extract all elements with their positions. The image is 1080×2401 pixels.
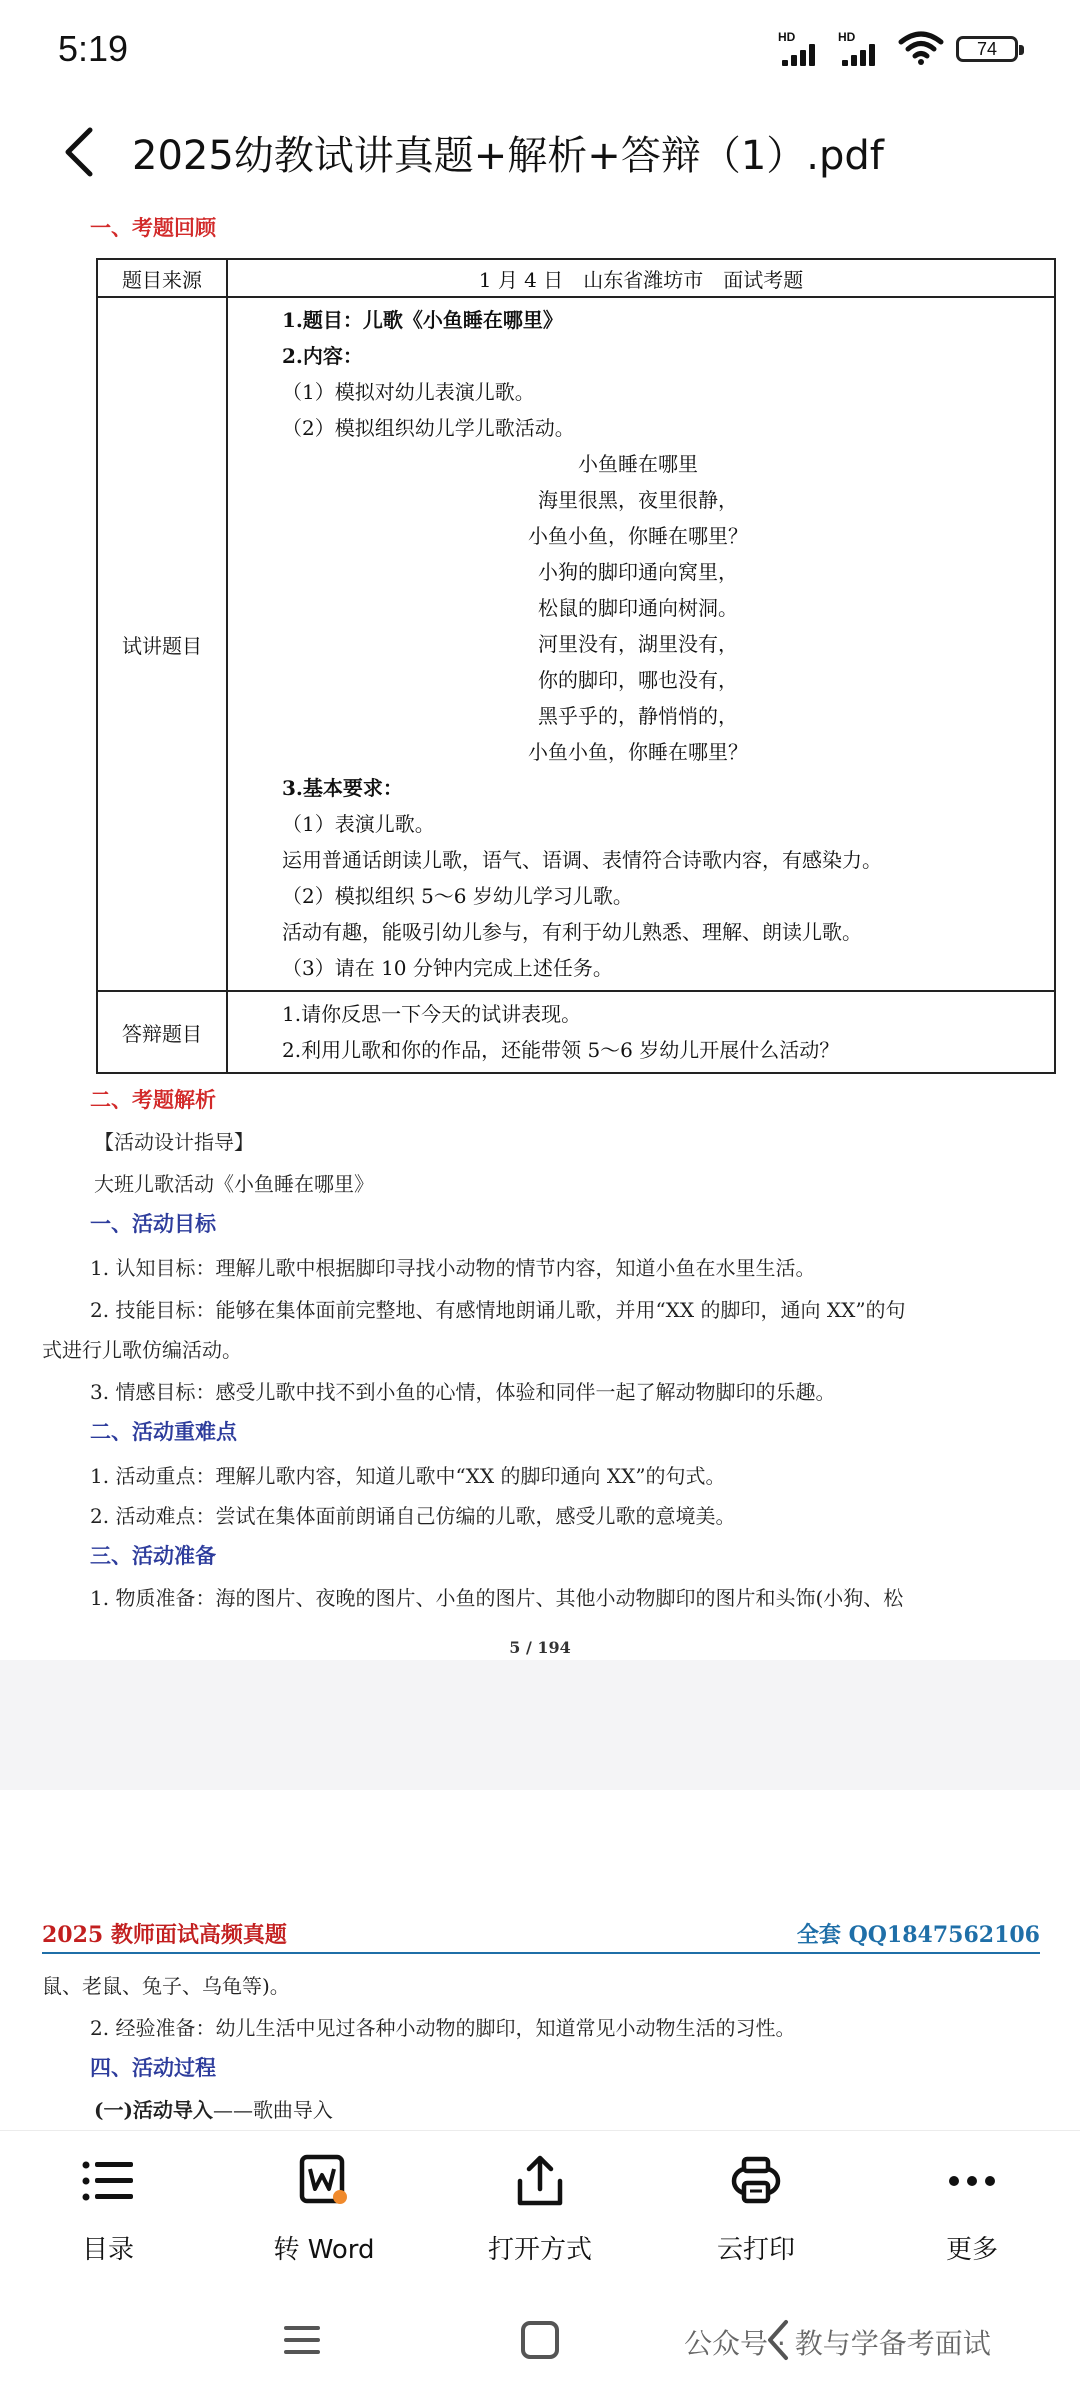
share-icon (510, 2151, 570, 2211)
convert-word-button[interactable] (244, 2151, 404, 2266)
table-cell-content (227, 991, 1055, 1073)
poem-line: 小狗的脚印通向窝里， (538, 560, 738, 584)
convert-word-label: 转 Word (273, 2235, 375, 2265)
poem-line: 小鱼小鱼，你睡在哪里？ (528, 740, 748, 764)
battery-indicator: 74 (956, 36, 1018, 62)
catalog-label: 目录 (81, 2235, 134, 2265)
page-header-title: 2025 教师面试高频真题 (42, 1922, 287, 1948)
recent-apps-icon[interactable] (280, 2320, 324, 2360)
catalog-button[interactable] (28, 2151, 188, 2266)
table-line: 1.请你反思一下今天的试讲表现。 (282, 1002, 582, 1026)
poem-line: 小鱼小鱼，你睡在哪里？ (528, 524, 748, 548)
table-cell: 答辩题目 (97, 991, 227, 1073)
process-heading: 四、活动过程 (90, 2055, 216, 2080)
paragraph-line: 鼠、老鼠、兔子、乌龟等)。 (42, 1974, 290, 1998)
more-dots-icon (942, 2151, 1002, 2211)
open-with-button[interactable] (460, 2151, 620, 2266)
account-watermark: 公众号 · 教与学备考面试 (684, 2327, 991, 2360)
cloud-print-label: 云打印 (716, 2235, 795, 2265)
paragraph-line: 3. 情感目标：感受儿歌中找不到小鱼的心情，体验和同伴一起了解动物脚印的乐趣。 (90, 1380, 836, 1404)
section-heading-review: 一、考题回顾 (90, 215, 216, 240)
hd-badge: HD (778, 30, 796, 44)
page-header-contact: 全套 QQ1847562106 (796, 1922, 1040, 1948)
table-line: （1）模拟对幼儿表演儿歌。 (282, 380, 535, 404)
open-with-label: 打开方式 (487, 2235, 592, 2265)
page-number: 5 / 194 (509, 1638, 571, 1657)
document-title: 2025幼教试讲真题+解析+答辩（1）.pdf (132, 133, 884, 179)
title-bar (0, 100, 1080, 210)
status-bar (0, 0, 1080, 100)
clock: 5:19 (58, 28, 129, 69)
keypoints-heading: 二、活动重难点 (90, 1419, 237, 1444)
home-icon[interactable] (518, 2318, 562, 2362)
step-label: (一)活动导入 (94, 2098, 213, 2122)
pdf-page-5 (0, 208, 1080, 1788)
pdf-page-6 (0, 1790, 1080, 2150)
table-line: 活动有趣，能吸引幼儿参与，有利于幼儿熟悉、理解、朗读儿歌。 (282, 920, 862, 944)
activity-title: 大班儿歌活动《小鱼睡在哪里》 (94, 1172, 374, 1196)
more-button[interactable] (892, 2151, 1052, 2266)
paragraph-line: 式进行儿歌仿编活动。 (42, 1338, 242, 1362)
table-line: 2.利用儿歌和你的作品，还能带领 5～6 岁幼儿开展什么活动？ (282, 1038, 840, 1062)
table-cell: 试讲题目 (97, 297, 227, 991)
step-text: ——歌曲导入 (212, 2098, 333, 2122)
table-line: （2）模拟组织幼儿学儿歌活动。 (282, 416, 575, 440)
table-line: 运用普通话朗读儿歌，语气、语调、表情符合诗歌内容，有感染力。 (282, 848, 882, 872)
poem-line: 海里很黑，夜里很静， (538, 488, 738, 512)
exam-table (96, 258, 1056, 1074)
wifi-icon (898, 30, 944, 66)
poem-line: 小鱼睡在哪里 (578, 452, 698, 476)
step-line (94, 2094, 333, 2123)
hd-badge: HD (838, 30, 856, 44)
table-line: （1）表演儿歌。 (282, 812, 435, 836)
word-convert-icon (294, 2151, 354, 2211)
paragraph-line: 2. 技能目标：能够在集体面前完整地、有感情地朗诵儿歌，并用“XX 的脚印，通向 XX”的句 (90, 1298, 906, 1322)
printer-icon (726, 2151, 786, 2211)
poem-line: 黑乎乎的，静悄悄的， (538, 704, 738, 728)
bottom-toolbar (0, 2130, 1080, 2291)
list-icon (78, 2151, 138, 2211)
table-cell: 1 月 4 日 山东省潍坊市 面试考题 (227, 259, 1055, 297)
table-line: 1.题目：儿歌《小鱼睡在哪里》 (282, 308, 563, 332)
table-line: （2）模拟组织 5～6 岁幼儿学习儿歌。 (282, 884, 633, 908)
guide-label: 【活动设计指导】 (94, 1130, 254, 1154)
paragraph-line: 1. 物质准备：海的图片、夜晚的图片、小鱼的图片、其他小动物脚印的图片和头饰(小狗、松 (90, 1586, 904, 1610)
table-cell: 题目来源 (97, 259, 227, 297)
paragraph-line: 1. 认知目标：理解儿歌中根据脚印寻找小动物的情节内容，知道小鱼在水里生活。 (90, 1256, 816, 1280)
cloud-print-button[interactable] (676, 2151, 836, 2266)
poem-line: 松鼠的脚印通向树洞。 (538, 596, 738, 620)
prep-heading: 三、活动准备 (90, 1543, 216, 1568)
table-line: （3）请在 10 分钟内完成上述任务。 (282, 956, 613, 980)
back-arrow-icon[interactable] (56, 122, 106, 182)
table-line: 3.基本要求： (282, 776, 403, 800)
page-gap (0, 1660, 1080, 1790)
paragraph-line: 2. 活动难点：尝试在集体面前朗诵自己仿编的儿歌，感受儿歌的意境美。 (90, 1504, 736, 1528)
table-cell-content (227, 297, 1055, 991)
more-label: 更多 (945, 2235, 998, 2265)
paragraph-line: 1. 活动重点：理解儿歌内容，知道儿歌中“XX 的脚印通向 XX”的句式。 (90, 1464, 726, 1488)
paragraph-line: 2. 经验准备：幼儿生活中见过各种小动物的脚印，知道常见小动物生活的习性。 (90, 2016, 796, 2040)
section-heading-analysis: 二、考题解析 (90, 1087, 216, 1112)
goal-heading: 一、活动目标 (90, 1211, 216, 1236)
poem-line: 你的脚印，哪也没有， (538, 668, 738, 692)
table-line: 2.内容： (282, 344, 363, 368)
poem-line: 河里没有，湖里没有， (538, 632, 738, 656)
header-rule (42, 1952, 1040, 1954)
